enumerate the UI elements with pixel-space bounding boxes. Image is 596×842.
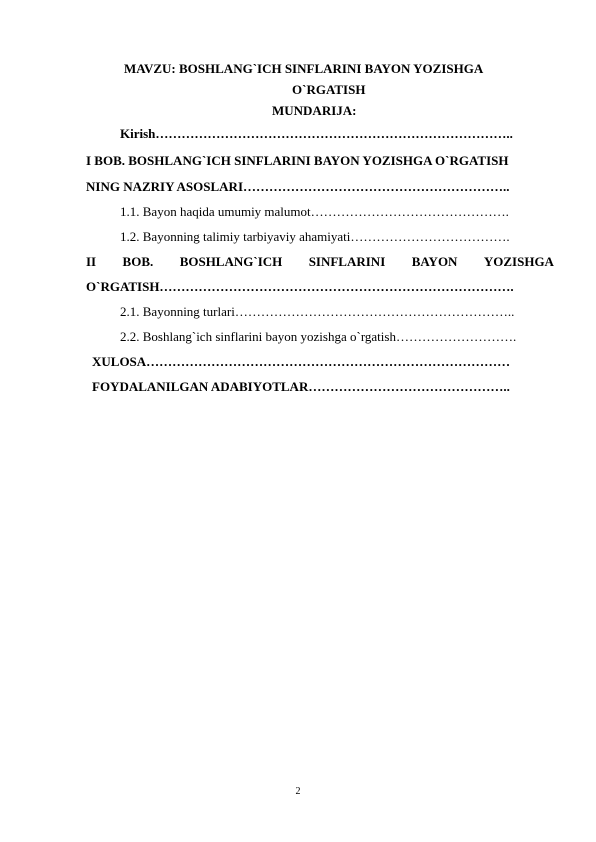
page-number: 2 bbox=[295, 786, 301, 797]
toc-references: FOYDALANILGAN ADABIYOTLAR……………………………………….. bbox=[92, 379, 510, 394]
toc-section-1-1: 1.1. Bayon haqida umumiy malumot………………………………………. bbox=[120, 204, 509, 219]
toc-intro: Kirish……………………………………………………………………….. bbox=[120, 126, 513, 141]
toc-chapter2-word: II bbox=[86, 254, 97, 269]
toc-chapter2-word: BOB. bbox=[122, 254, 154, 269]
toc-section-2-2: 2.2. Boshlang`ich sinflarini bayon yozishga o`rgatish………………………. bbox=[120, 329, 517, 344]
toc-conclusion: XULOSA………………………………………………………………………… bbox=[92, 354, 511, 369]
toc-chapter2-word: YOZISHGA bbox=[483, 254, 554, 269]
toc-chapter2-word: SINFLARINI bbox=[308, 254, 386, 269]
title-line-2: O`RGATISH bbox=[292, 82, 366, 97]
toc-chapter1-line2: NING NAZRIY ASOSLARI…………………………………………………….. bbox=[86, 179, 510, 194]
toc-chapter2-word: BAYON bbox=[411, 254, 458, 269]
toc-chapter2-word: BOSHLANG`ICH bbox=[179, 254, 283, 269]
toc-section-2-1: 2.1. Bayonning turlari……………………………………………………….. bbox=[120, 304, 515, 319]
contents-heading: MUNDARIJA: bbox=[272, 103, 357, 118]
toc-chapter1-line1: I BOB. BOSHLANG`ICH SINFLARINI BAYON YOZISHGA O`RGATISH bbox=[86, 153, 509, 168]
toc-chapter2-line1 bbox=[86, 254, 554, 270]
title-line-1: MAVZU: BOSHLANG`ICH SINFLARINI BAYON YOZISHGA bbox=[124, 61, 484, 76]
toc-chapter2-line2: O`RGATISH………………………………………………………………………. bbox=[86, 279, 514, 294]
toc-section-1-2: 1.2. Bayonning talimiy tarbiyaviy ahamiyati………………………………. bbox=[120, 229, 510, 244]
